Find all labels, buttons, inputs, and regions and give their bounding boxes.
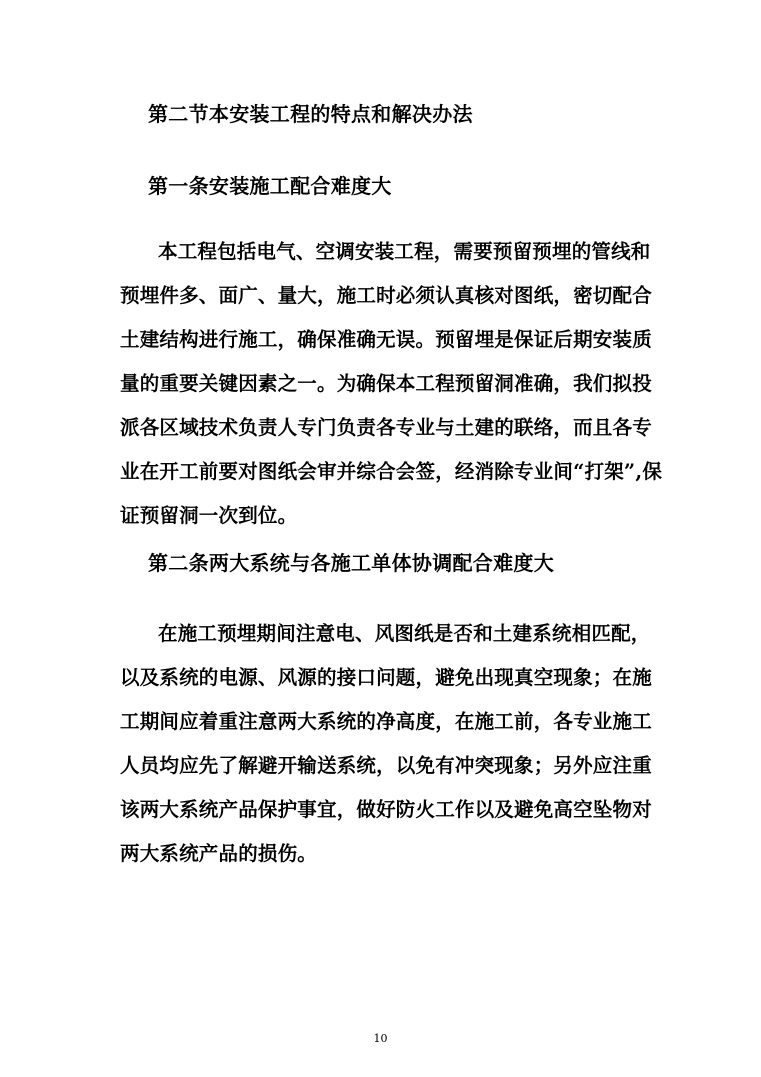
article-2-line: 在施工预埋期间注意电、风图纸是否和土建系统相匹配， [158, 622, 651, 645]
article-1-line: 量的重要关键因素之一。为确保本工程预留洞准确，我们拟投 [120, 372, 652, 395]
article-1-line: 土建结构进行施工，确保准确无误。预留埋是保证后期安装质 [120, 328, 652, 351]
article-2-title: 第二条两大系统与各施工单体协调配合难度大 [148, 551, 554, 575]
article-1-body [120, 230, 663, 538]
article-2-body [120, 612, 652, 876]
article-2-line: 两大系统产品的损伤。 [120, 842, 318, 865]
article-1-title: 第一条安装施工配合难度大 [148, 174, 392, 198]
article-1-line: 派各区域技术负责人专门负责各专业与土建的联络，而且各专 [120, 416, 652, 439]
article-2-line: 以及系统的电源、风源的接口问题，避免出现真空现象；在施 [120, 666, 652, 689]
article-2-line: 工期间应着重注意两大系统的净高度，在施工前，各专业施工 [120, 710, 652, 733]
article-1-line: 业在开工前要对图纸会审并综合会签，经消除专业间“打架”,保 [120, 460, 663, 483]
article-2-line: 该两大系统产品保护事宜，做好防火工作以及避免高空坠物对 [120, 798, 652, 821]
section-title: 第二节本安装工程的特点和解决办法 [148, 102, 473, 126]
article-2-line: 人员均应先了解避开输送系统，以免有冲突现象；另外应注重 [120, 754, 652, 777]
article-1-line: 证预留洞一次到位。 [120, 504, 298, 527]
article-1-line: 预埋件多、面广、量大，施工时必须认真核对图纸，密切配合 [120, 284, 652, 307]
article-1-line: 本工程包括电气、空调安装工程，需要预留预埋的管线和 [158, 240, 651, 263]
page-number: 10 [373, 1032, 388, 1045]
